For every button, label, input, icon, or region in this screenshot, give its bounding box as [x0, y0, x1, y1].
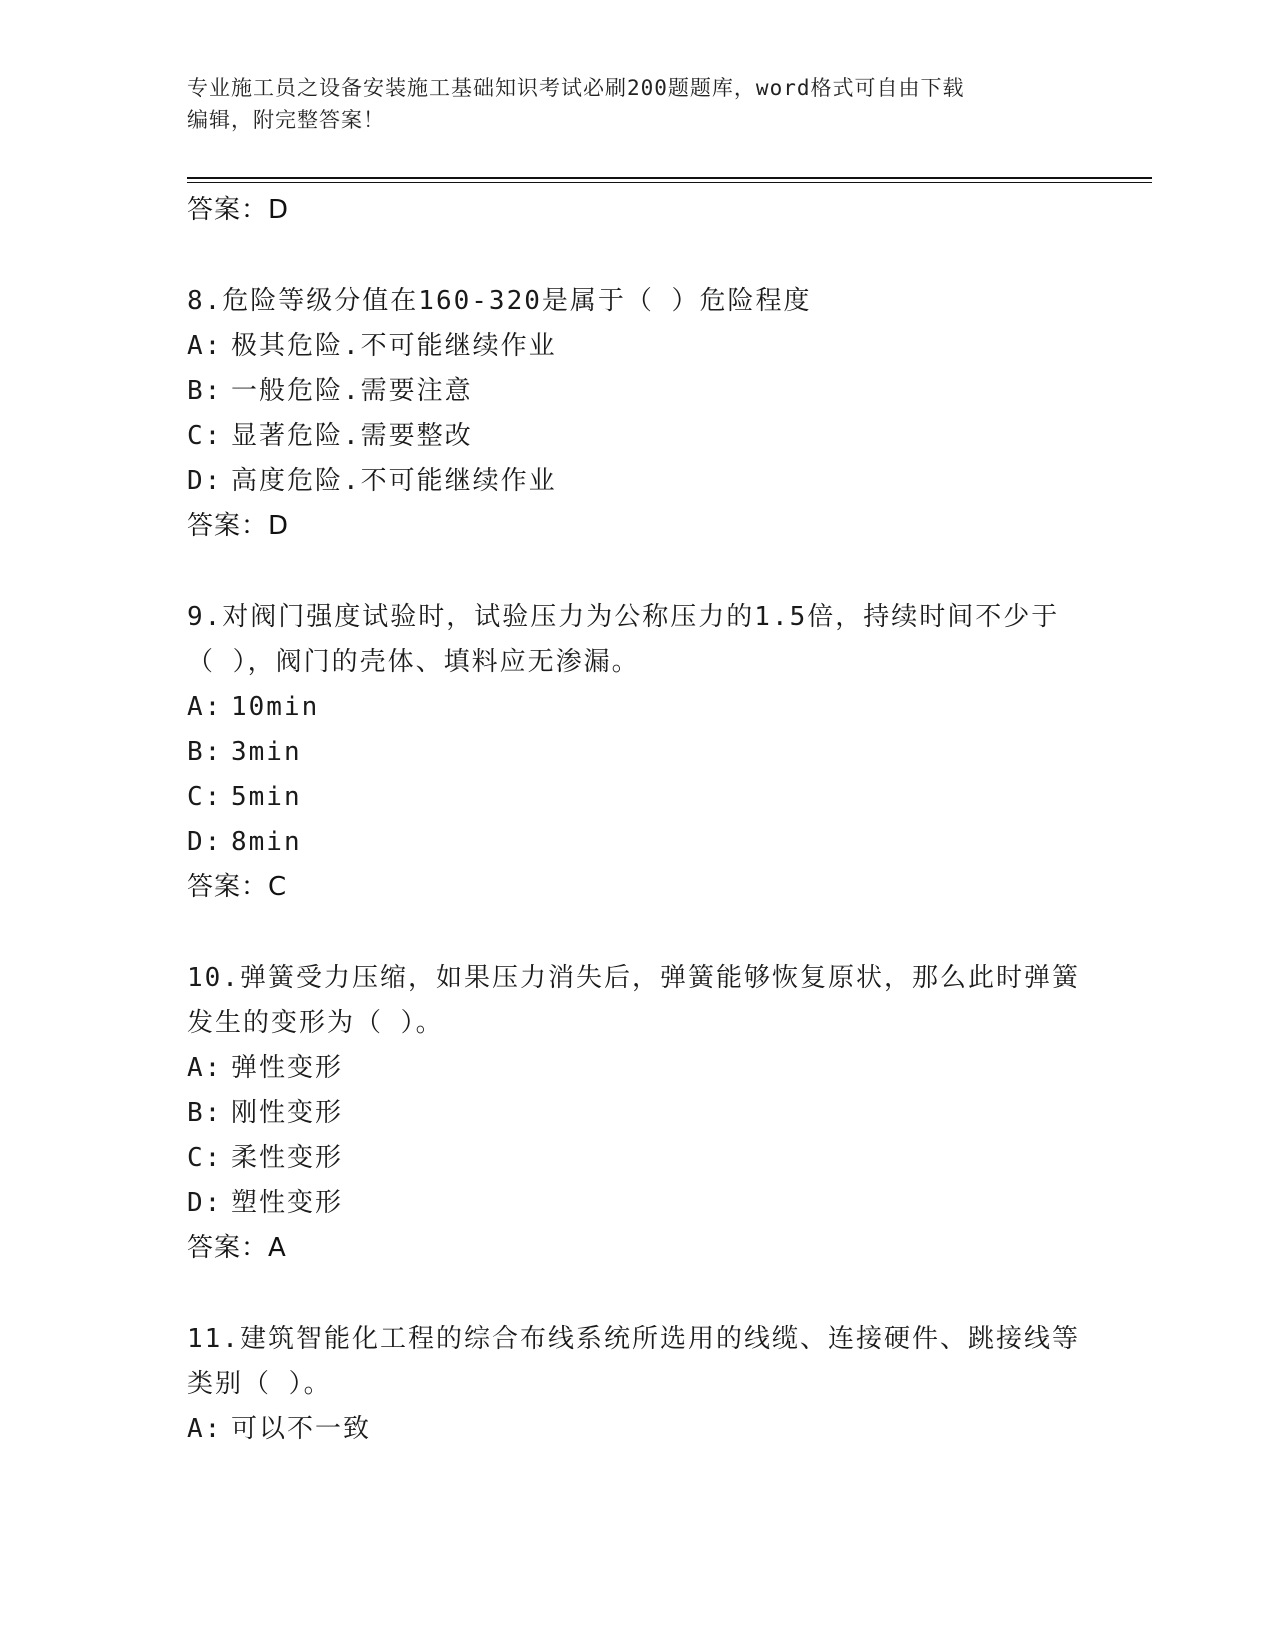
option-d — [187, 459, 1087, 504]
option-a — [187, 685, 1087, 730]
option-letter: B: — [187, 737, 223, 767]
option-letter: C: — [187, 421, 223, 451]
option-c — [187, 414, 1087, 459]
option-d — [187, 820, 1087, 865]
option-letter: B: — [187, 376, 223, 406]
answer-line: 答案：D — [187, 195, 290, 225]
option-text: 10min — [231, 692, 320, 722]
question-stem: 8.危险等级分值在160-320是属于（ ）危险程度 — [187, 286, 812, 316]
option-letter: C: — [187, 1143, 223, 1173]
header-title-line-1: 专业施工员之设备安装施工基础知识考试必刷200题题库，word格式可自由下载 — [187, 76, 965, 100]
option-text: 柔性变形 — [231, 1143, 344, 1173]
document-header — [187, 72, 1087, 136]
option-text: 高度危险.不可能继续作业 — [231, 466, 557, 496]
option-c — [187, 775, 1087, 820]
answer-line: 答案：A — [187, 1233, 287, 1263]
option-b — [187, 1091, 1087, 1136]
header-divider-thin — [187, 182, 1152, 183]
option-d — [187, 1181, 1087, 1226]
question-stem: 9.对阀门强度试验时，试验压力为公称压力的1.5倍，持续时间不少于（ ），阀门的壳体、填料应无渗漏。 — [187, 602, 1060, 677]
answer-line: 答案：C — [187, 872, 288, 902]
option-text: 刚性变形 — [231, 1098, 344, 1128]
question-8 — [187, 279, 1087, 549]
header-title-line-2: 编辑，附完整答案！ — [187, 108, 385, 132]
option-letter: C: — [187, 782, 223, 812]
option-text: 可以不一致 — [231, 1414, 372, 1444]
option-text: 极其危险.不可能继续作业 — [231, 331, 557, 361]
option-text: 塑性变形 — [231, 1188, 344, 1218]
question-9 — [187, 595, 1087, 910]
question-10 — [187, 956, 1087, 1271]
option-letter: A: — [187, 1053, 223, 1083]
option-text: 一般危险.需要注意 — [231, 376, 473, 406]
option-a — [187, 1046, 1087, 1091]
answer-line: 答案：D — [187, 511, 290, 541]
option-letter: B: — [187, 1098, 223, 1128]
option-text: 5min — [231, 782, 302, 812]
option-text: 弹性变形 — [231, 1053, 344, 1083]
option-letter: D: — [187, 827, 223, 857]
question-11 — [187, 1317, 1087, 1452]
question-stem: 10.弹簧受力压缩，如果压力消失后，弹簧能够恢复原状，那么此时弹簧发生的变形为（ ）。 — [187, 963, 1080, 1038]
option-letter: A: — [187, 331, 223, 361]
option-a — [187, 1407, 1087, 1452]
header-divider-thick — [187, 177, 1152, 179]
option-c — [187, 1136, 1087, 1181]
question-list — [187, 188, 1087, 1452]
option-letter: A: — [187, 692, 223, 722]
option-text: 3min — [231, 737, 302, 767]
option-b — [187, 369, 1087, 414]
option-letter: D: — [187, 466, 223, 496]
option-a — [187, 324, 1087, 369]
option-text: 显著危险.需要整改 — [231, 421, 473, 451]
option-b — [187, 730, 1087, 775]
option-letter: D: — [187, 1188, 223, 1218]
option-letter: A: — [187, 1414, 223, 1444]
option-text: 8min — [231, 827, 302, 857]
question-stem: 11.建筑智能化工程的综合布线系统所选用的线缆、连接硬件、跳接线等类别（ ）。 — [187, 1324, 1080, 1399]
